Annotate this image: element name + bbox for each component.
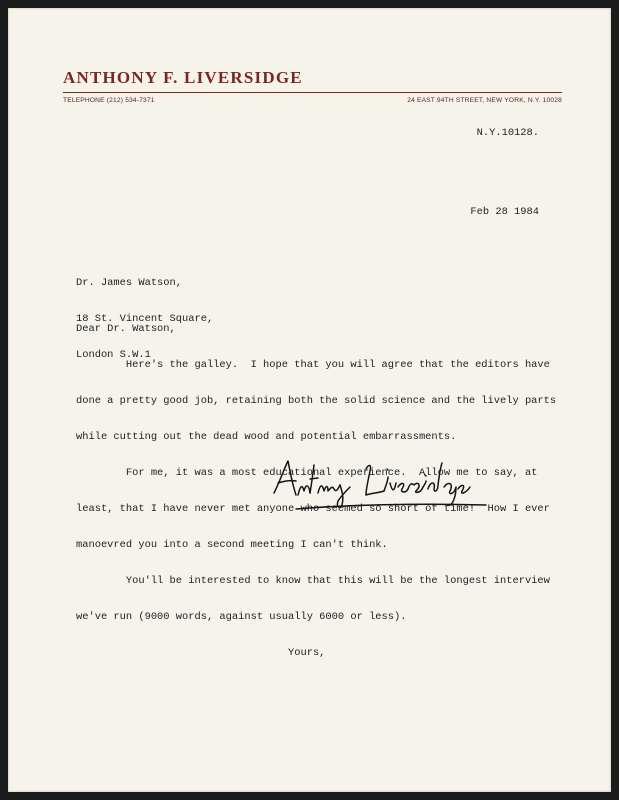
letterhead-telephone: TELEPHONE (212) 534-7371 bbox=[63, 97, 155, 104]
body-line: For me, it was a most educational experience. Allow me to say, at bbox=[76, 467, 538, 479]
body-line: Yours, bbox=[76, 647, 326, 659]
body-line: You'll be interested to know that this will be the longest interview bbox=[76, 575, 550, 587]
body-line: manoevred you into a second meeting I can't think. bbox=[76, 539, 388, 551]
letter-sheet bbox=[8, 8, 611, 792]
letterhead-rule bbox=[63, 92, 562, 93]
body-line: we've run (9000 words, against usually 6000 or less). bbox=[76, 611, 407, 623]
salutation: Dear Dr. Watson, bbox=[76, 323, 176, 335]
recipient-line: London S.W.1 bbox=[76, 349, 151, 361]
body-line: least, that I have never met anyone who seemed so short of time! How I ever bbox=[76, 503, 550, 515]
handwritten-signature bbox=[266, 455, 496, 515]
letterhead-address: 24 EAST 94TH STREET, NEW YORK, N.Y. 10028 bbox=[407, 97, 562, 104]
body-line: done a pretty good job, retaining both the solid science and the lively parts bbox=[76, 395, 557, 407]
recipient-line: Dr. James Watson, bbox=[76, 277, 183, 289]
letter-date: Feb 28 1984 bbox=[470, 206, 539, 218]
body-line: Here's the galley. I hope that you will agree that the editors have bbox=[76, 359, 550, 371]
body-line: while cutting out the dead wood and potential embarrassments. bbox=[76, 431, 457, 443]
letterhead-name: ANTHONY F. LIVERSIDGE bbox=[63, 68, 303, 87]
recipient-line: 18 St. Vincent Square, bbox=[76, 313, 214, 325]
sender-city: N.Y.10128. bbox=[476, 127, 539, 139]
